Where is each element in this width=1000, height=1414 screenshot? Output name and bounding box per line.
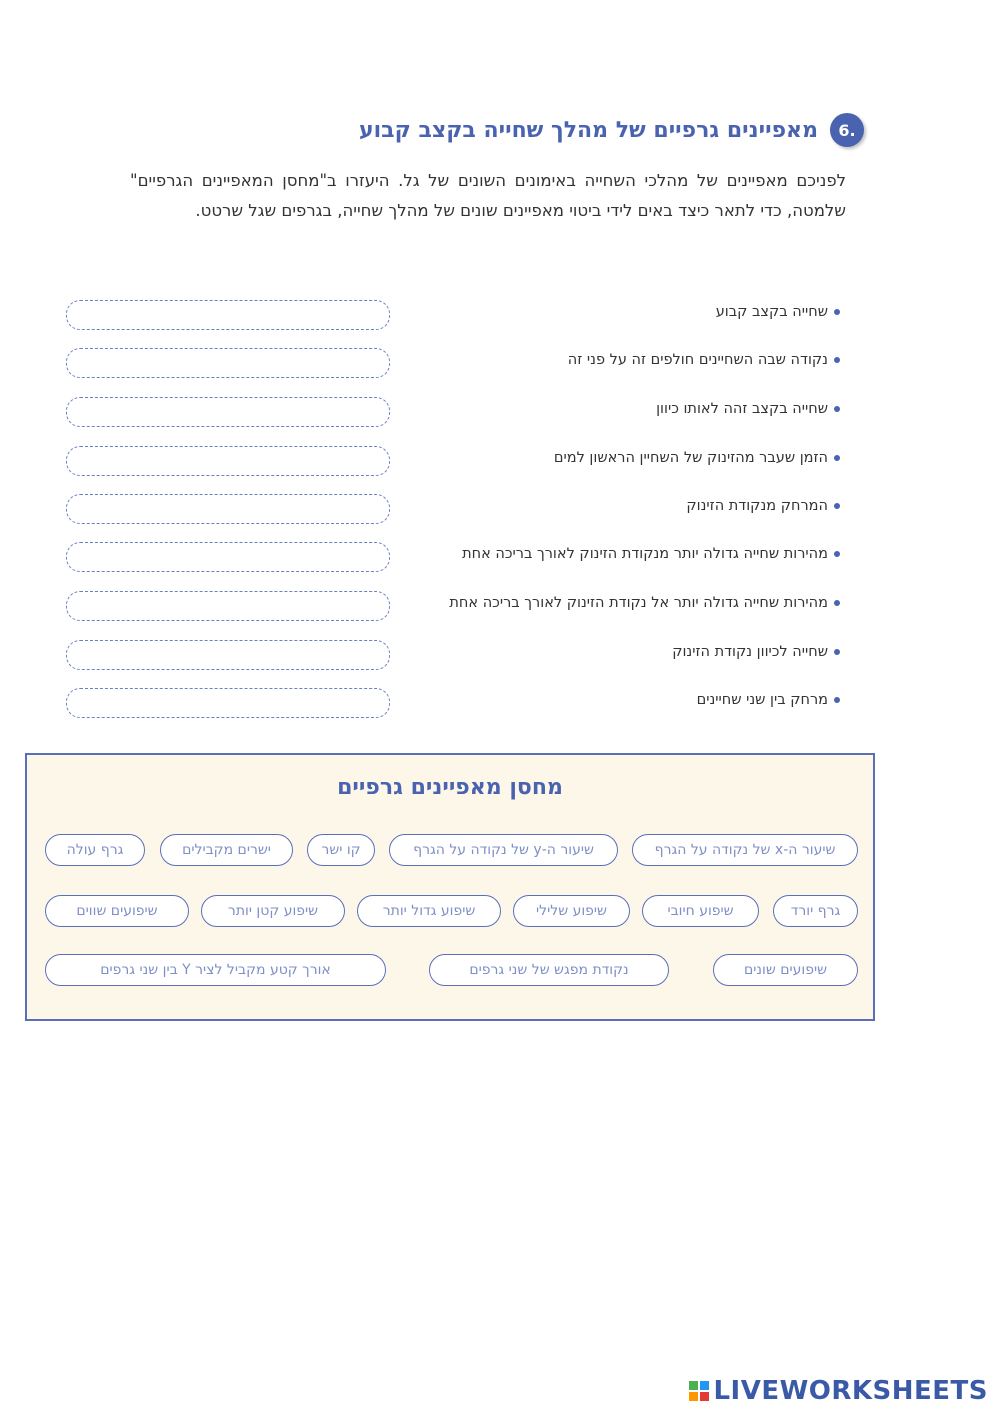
item-row — [0, 540, 1000, 574]
logo-square — [700, 1392, 709, 1401]
logo-square — [689, 1381, 698, 1390]
item-label — [568, 352, 840, 368]
item-row — [0, 492, 1000, 526]
logo-square — [689, 1392, 698, 1401]
item-text: הזמן שעבר מהזינוק של השחיין הראשון למים — [553, 450, 828, 466]
item-label — [656, 401, 840, 417]
bullet-icon — [834, 551, 840, 557]
word-chip[interactable]: נקודת מפגש של שני גרפים — [429, 954, 669, 986]
answer-dropzone[interactable] — [66, 348, 390, 378]
item-text: מהירות שחייה גדולה יותר אל נקודת הזינוק לאורך בריכה אחת — [449, 595, 828, 611]
answer-dropzone[interactable] — [66, 494, 390, 524]
word-chip[interactable]: שיפוע קטן יותר — [201, 895, 345, 927]
answer-dropzone[interactable] — [66, 300, 390, 330]
item-row — [0, 589, 1000, 623]
word-chip[interactable]: גרף עולה — [45, 834, 145, 866]
item-row — [0, 638, 1000, 672]
answer-dropzone[interactable] — [66, 591, 390, 621]
answer-dropzone[interactable] — [66, 446, 390, 476]
item-label — [686, 498, 840, 514]
bullet-icon — [834, 697, 840, 703]
bullet-icon — [834, 600, 840, 606]
bullet-icon — [834, 309, 840, 315]
bullet-icon — [834, 357, 840, 363]
instructions-paragraph: לפניכם מאפיינים של מהלכי השחייה באימונים השונים של גל. היעזרו ב"מחסן המאפיינים הגרפיים" שלמטה, כדי לתאר כיצד באים לידי ביטוי מאפיינים שונים של מהלך שחייה, בגרפים שגל שרטט. — [130, 171, 846, 220]
item-text: מרחק בין שני שחיינים — [696, 692, 828, 708]
item-label — [554, 450, 840, 466]
word-bank — [25, 753, 875, 1021]
page-title: מאפיינים גרפיים של מהלך שחייה בקצב קבוע — [358, 117, 818, 143]
section-number-badge: 6. — [830, 113, 864, 147]
item-text: מהירות שחייה גדולה יותר מנקודת הזינוק לאורך בריכה אחת — [462, 546, 828, 562]
bullet-icon — [834, 455, 840, 461]
answer-dropzone[interactable] — [66, 640, 390, 670]
item-text: נקודה שבה השחיינים חולפים זה על פני זה — [567, 352, 828, 368]
word-chip[interactable]: שיפוע שלילי — [513, 895, 630, 927]
answer-dropzone[interactable] — [66, 688, 390, 718]
word-chip[interactable]: שיפוע גדול יותר — [357, 895, 501, 927]
answer-dropzone[interactable] — [66, 542, 390, 572]
liveworksheets-logo — [689, 1376, 988, 1406]
word-chip[interactable]: אורך קטע מקביל לציר Y בין שני גרפים — [45, 954, 386, 986]
bullet-icon — [834, 406, 840, 412]
item-row — [0, 298, 1000, 332]
item-label — [462, 546, 840, 562]
item-row — [0, 686, 1000, 720]
word-chip[interactable]: ישרים מקבילים — [160, 834, 293, 866]
item-label — [672, 644, 840, 660]
bullet-icon — [834, 649, 840, 655]
bullet-icon — [834, 503, 840, 509]
item-row — [0, 395, 1000, 429]
word-chip[interactable]: קו ישר — [307, 834, 375, 866]
item-label — [449, 595, 840, 611]
answer-dropzone[interactable] — [66, 397, 390, 427]
word-chip[interactable]: גרף יורד — [773, 895, 858, 927]
item-text: שחייה בקצב קבוע — [715, 304, 828, 320]
word-chip[interactable]: שיעור ה-y של נקודה על הגרף — [389, 834, 618, 866]
word-chip[interactable]: שיפוע חיובי — [642, 895, 759, 927]
item-text: שחייה לכיוון נקודת הזינוק — [672, 644, 828, 660]
logo-icon — [689, 1381, 709, 1401]
word-chip[interactable]: שיפועים שונים — [713, 954, 858, 986]
word-chip[interactable]: שיעור ה-x של נקודה על הגרף — [632, 834, 858, 866]
item-text: שחייה בקצב זהה לאותו כיוון — [656, 401, 828, 417]
item-label — [697, 692, 840, 708]
item-text: המרחק מנקודת הזינוק — [686, 498, 828, 514]
word-chip[interactable]: שיפועים שווים — [45, 895, 189, 927]
item-row — [0, 444, 1000, 478]
item-label — [716, 304, 840, 320]
word-bank-title: מחסן מאפיינים גרפיים — [337, 775, 563, 800]
item-row — [0, 346, 1000, 380]
section-heading — [359, 112, 864, 148]
logo-square — [700, 1381, 709, 1390]
logo-text: LIVEWORKSHEETS — [713, 1376, 988, 1406]
